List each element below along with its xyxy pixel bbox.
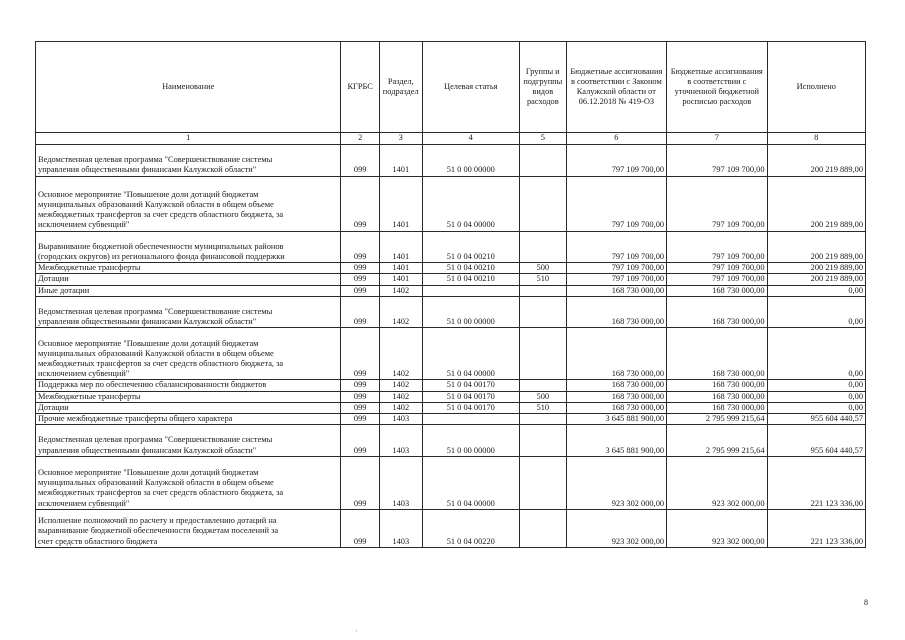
- row-amount-plan: 923 302 000,00: [667, 456, 767, 509]
- row-section: 1401: [379, 231, 422, 263]
- table-row: [36, 380, 866, 391]
- row-amount-law: 3 645 881 900,00: [566, 425, 666, 457]
- row-name: Исполнение полномочий по расчету и предоставлению дотаций на выравнивание бюджетной обеспеченности бюджетам поселений за счет средств областного бюджета: [36, 509, 341, 547]
- row-target-article: 51 0 04 00170: [422, 380, 519, 391]
- row-name: Дотации: [36, 402, 341, 413]
- row-name: Основное мероприятие "Повышение доли дотаций бюджетам муниципальных образований Калужской области в общем объеме межбюджетных трансфертов за счет средств областного бюджета, за исключением субвенций": [36, 176, 341, 231]
- row-name: Ведомственная целевая программа "Совершенствование системы управления общественными финансами Калужской области": [36, 296, 341, 328]
- row-name: Основное мероприятие "Повышение доли дотаций бюджетам муниципальных образований Калужской области в общем объеме межбюджетных трансфертов за счет средств областного бюджета, за исключением субвенций": [36, 328, 341, 380]
- row-kgrbs: 099: [341, 509, 380, 547]
- row-section: 1401: [379, 263, 422, 274]
- row-target-article: 51 0 04 00000: [422, 456, 519, 509]
- row-amount-plan: 797 109 700,00: [667, 263, 767, 274]
- table-row: [36, 391, 866, 402]
- col-number: 1: [36, 133, 341, 145]
- row-target-article: 51 0 04 00000: [422, 328, 519, 380]
- row-target-article: 51 0 04 00170: [422, 402, 519, 413]
- row-target-article: 51 0 00 00000: [422, 425, 519, 457]
- table-header: [36, 42, 866, 145]
- row-kgrbs: 099: [341, 296, 380, 328]
- row-kgrbs: 099: [341, 414, 380, 425]
- row-expense-group: [519, 456, 566, 509]
- row-expense-group: [519, 425, 566, 457]
- row-kgrbs: 099: [341, 285, 380, 296]
- row-amount-law: 168 730 000,00: [566, 328, 666, 380]
- row-kgrbs: 099: [341, 263, 380, 274]
- row-target-article: 51 0 04 00210: [422, 231, 519, 263]
- row-expense-group: [519, 145, 566, 177]
- table-row: [36, 145, 866, 177]
- row-target-article: [422, 285, 519, 296]
- scan-speck: ·: [355, 627, 358, 636]
- row-section: 1402: [379, 380, 422, 391]
- row-amount-plan: 168 730 000,00: [667, 391, 767, 402]
- row-name: Поддержка мер по обеспечению сбалансированности бюджетов: [36, 380, 341, 391]
- row-section: 1401: [379, 274, 422, 285]
- row-name: Основное мероприятие "Повышение доли дотаций бюджетам муниципальных образований Калужской области в общем объеме межбюджетных трансфертов за счет средств областного бюджета, за исключением субвенций": [36, 456, 341, 509]
- col-number: 6: [566, 133, 666, 145]
- row-expense-group: [519, 328, 566, 380]
- row-amount-done: 0,00: [767, 402, 865, 413]
- row-name: Дотации: [36, 274, 341, 285]
- row-amount-done: 955 604 440,57: [767, 425, 865, 457]
- col-number: 3: [379, 133, 422, 145]
- page-number: 8: [864, 598, 868, 607]
- table-row: [36, 456, 866, 509]
- col-header-law: Бюджетные ассигнования в соответствии с Законом Калужской области от 06.12.2018 № 419-ОЗ: [566, 42, 666, 133]
- row-target-article: 51 0 00 00000: [422, 145, 519, 177]
- row-amount-law: 168 730 000,00: [566, 296, 666, 328]
- col-header-target: Целевая статья: [422, 42, 519, 133]
- row-section: 1402: [379, 285, 422, 296]
- row-expense-group: 500: [519, 391, 566, 402]
- row-amount-done: 200 219 889,00: [767, 176, 865, 231]
- row-kgrbs: 099: [341, 391, 380, 402]
- row-amount-plan: 168 730 000,00: [667, 380, 767, 391]
- row-name: Ведомственная целевая программа "Совершенствование системы управления общественными финансами Калужской области": [36, 425, 341, 457]
- row-target-article: 51 0 04 00000: [422, 176, 519, 231]
- row-amount-done: 221 123 336,00: [767, 456, 865, 509]
- row-target-article: [422, 414, 519, 425]
- row-amount-plan: 2 795 999 215,64: [667, 425, 767, 457]
- row-amount-done: 0,00: [767, 285, 865, 296]
- column-number-row: [36, 133, 866, 145]
- col-number: 2: [341, 133, 380, 145]
- row-kgrbs: 099: [341, 380, 380, 391]
- row-section: 1401: [379, 176, 422, 231]
- row-amount-done: 0,00: [767, 380, 865, 391]
- row-amount-law: 797 109 700,00: [566, 176, 666, 231]
- table-row: [36, 296, 866, 328]
- table-row: [36, 274, 866, 285]
- row-target-article: 51 0 04 00210: [422, 263, 519, 274]
- row-name: Межбюджетные трансферты: [36, 263, 341, 274]
- row-expense-group: [519, 509, 566, 547]
- row-section: 1403: [379, 456, 422, 509]
- row-expense-group: 500: [519, 263, 566, 274]
- row-amount-law: 168 730 000,00: [566, 402, 666, 413]
- row-expense-group: [519, 414, 566, 425]
- row-amount-law: 923 302 000,00: [566, 509, 666, 547]
- row-amount-done: 200 219 889,00: [767, 263, 865, 274]
- row-section: 1403: [379, 509, 422, 547]
- row-amount-law: 797 109 700,00: [566, 263, 666, 274]
- row-kgrbs: 099: [341, 328, 380, 380]
- row-amount-plan: 923 302 000,00: [667, 509, 767, 547]
- row-section: 1402: [379, 296, 422, 328]
- col-number: 8: [767, 133, 865, 145]
- row-amount-plan: 797 109 700,00: [667, 231, 767, 263]
- row-amount-plan: 797 109 700,00: [667, 274, 767, 285]
- row-amount-done: 0,00: [767, 328, 865, 380]
- table-row: [36, 231, 866, 263]
- col-header-section: Раздел, подраздел: [379, 42, 422, 133]
- row-name: Выравнивание бюджетной обеспеченности муниципальных районов (городских округов) из регионального фонда финансовой поддержки: [36, 231, 341, 263]
- row-amount-law: 168 730 000,00: [566, 391, 666, 402]
- row-amount-law: 168 730 000,00: [566, 380, 666, 391]
- col-number: 4: [422, 133, 519, 145]
- col-header-plan: Бюджетные ассигнования в соответствии с уточненной бюджетной росписью расходов: [667, 42, 767, 133]
- row-amount-law: 923 302 000,00: [566, 456, 666, 509]
- row-amount-plan: 797 109 700,00: [667, 176, 767, 231]
- row-kgrbs: 099: [341, 231, 380, 263]
- row-section: 1401: [379, 145, 422, 177]
- row-name: Межбюджетные трансферты: [36, 391, 341, 402]
- row-amount-done: 200 219 889,00: [767, 145, 865, 177]
- row-section: 1403: [379, 425, 422, 457]
- row-kgrbs: 099: [341, 402, 380, 413]
- table-row: [36, 509, 866, 547]
- row-kgrbs: 099: [341, 176, 380, 231]
- row-amount-law: 3 645 881 900,00: [566, 414, 666, 425]
- table-row: [36, 425, 866, 457]
- row-amount-plan: 2 795 999 215,64: [667, 414, 767, 425]
- row-amount-plan: 168 730 000,00: [667, 296, 767, 328]
- row-amount-plan: 168 730 000,00: [667, 402, 767, 413]
- row-target-article: 51 0 04 00220: [422, 509, 519, 547]
- col-header-group: Группы и подгруппы видов расходов: [519, 42, 566, 133]
- row-amount-plan: 797 109 700,00: [667, 145, 767, 177]
- row-amount-done: 200 219 889,00: [767, 231, 865, 263]
- row-section: 1403: [379, 414, 422, 425]
- row-amount-law: 797 109 700,00: [566, 274, 666, 285]
- row-amount-done: 955 604 440,57: [767, 414, 865, 425]
- row-expense-group: [519, 285, 566, 296]
- col-number: 7: [667, 133, 767, 145]
- col-header-kgrbs: КГРБС: [341, 42, 380, 133]
- table-row: [36, 414, 866, 425]
- row-expense-group: [519, 231, 566, 263]
- col-number: 5: [519, 133, 566, 145]
- row-amount-done: 0,00: [767, 391, 865, 402]
- col-header-name: Наименование: [36, 42, 341, 133]
- row-name: Иные дотации: [36, 285, 341, 296]
- table-row: [36, 263, 866, 274]
- row-amount-law: 797 109 700,00: [566, 145, 666, 177]
- row-expense-group: [519, 176, 566, 231]
- row-target-article: 51 0 04 00210: [422, 274, 519, 285]
- row-name: Прочие межбюджетные трансферты общего характера: [36, 414, 341, 425]
- row-amount-law: 797 109 700,00: [566, 231, 666, 263]
- row-name: Ведомственная целевая программа "Совершенствование системы управления общественными финансами Калужской области": [36, 145, 341, 177]
- table-row: [36, 176, 866, 231]
- row-kgrbs: 099: [341, 425, 380, 457]
- row-amount-plan: 168 730 000,00: [667, 285, 767, 296]
- row-target-article: 51 0 00 00000: [422, 296, 519, 328]
- row-target-article: 51 0 04 00170: [422, 391, 519, 402]
- row-amount-plan: 168 730 000,00: [667, 328, 767, 380]
- row-amount-done: 0,00: [767, 296, 865, 328]
- row-kgrbs: 099: [341, 145, 380, 177]
- row-kgrbs: 099: [341, 274, 380, 285]
- row-amount-law: 168 730 000,00: [566, 285, 666, 296]
- budget-execution-table: [35, 41, 866, 548]
- col-header-done: Исполнено: [767, 42, 865, 133]
- row-expense-group: 510: [519, 274, 566, 285]
- row-section: 1402: [379, 402, 422, 413]
- table-row: [36, 285, 866, 296]
- row-section: 1402: [379, 328, 422, 380]
- row-amount-done: 200 219 889,00: [767, 274, 865, 285]
- row-expense-group: [519, 296, 566, 328]
- table-row: [36, 328, 866, 380]
- table-body: [36, 145, 866, 548]
- row-section: 1402: [379, 391, 422, 402]
- table-row: [36, 402, 866, 413]
- row-kgrbs: 099: [341, 456, 380, 509]
- row-amount-done: 221 123 336,00: [767, 509, 865, 547]
- row-expense-group: [519, 380, 566, 391]
- row-expense-group: 510: [519, 402, 566, 413]
